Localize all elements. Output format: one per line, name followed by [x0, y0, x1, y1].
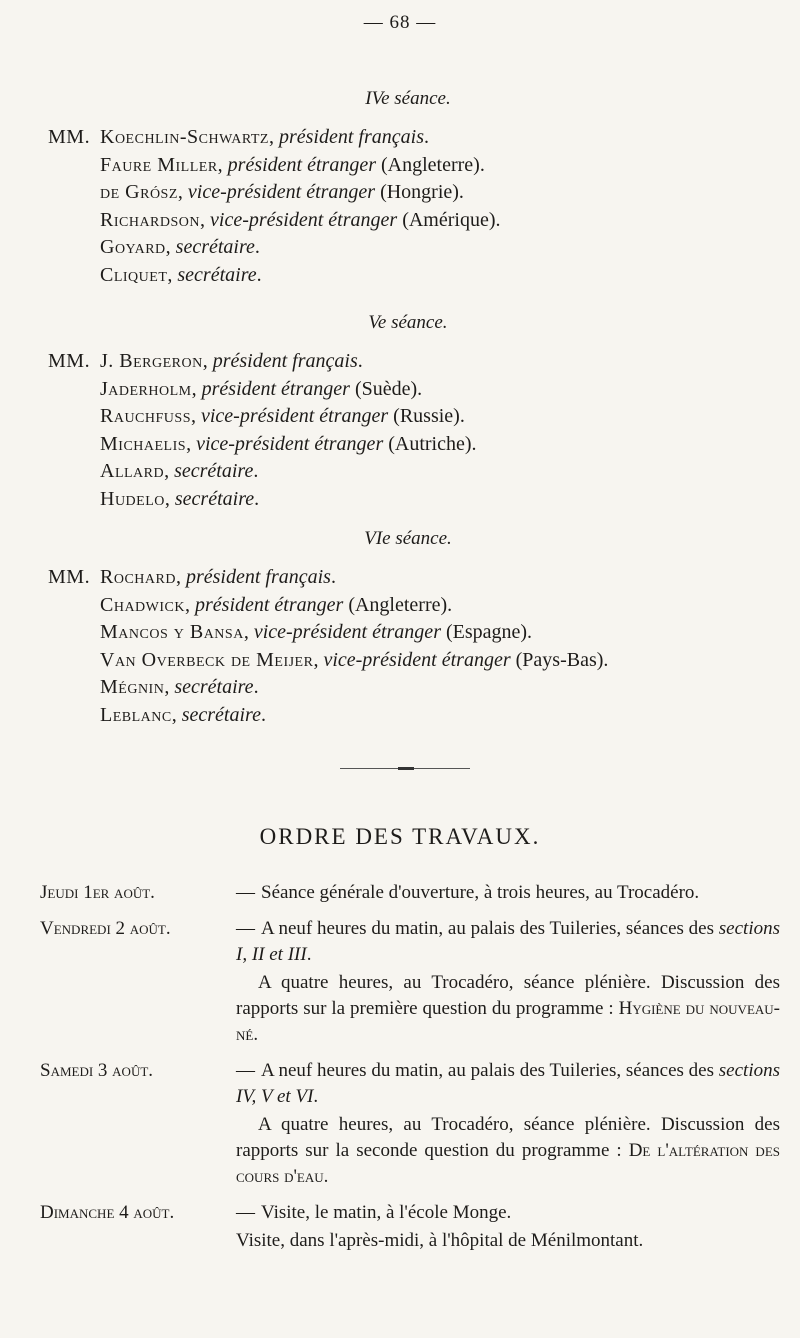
seance-v-members [48, 348, 768, 513]
member-row: Michaelis, vice-président étranger (Autriche). [100, 432, 477, 455]
member-row: Leblanc, secrétaire. [100, 703, 266, 726]
schedule-entry-samedi [40, 1058, 780, 1190]
schedule-day: Vendredi 2 août. [40, 918, 171, 939]
seance-iv-members [48, 124, 768, 289]
ordre-title: ORDRE DES TRAVAUX. [259, 824, 541, 849]
seance-vi-members [48, 564, 768, 729]
seance-vi-title: VIe séance. [364, 528, 452, 549]
seance-iv-title: IVe séance. [365, 88, 451, 109]
member-row: Mégnin, secrétaire. [100, 676, 259, 698]
schedule-desc: — A neuf heures du matin, au palais des Tuileries, séances des sections IV, V et VI. A quatre heures, au Trocadéro, séance plénière. Discussion des rapports sur la seconde question du programme : De l'altération des cours d'eau. [236, 1060, 780, 1187]
schedule [40, 880, 780, 1264]
mm-label: MM. [48, 350, 91, 372]
member-row: Mancos y Bansa, vice-président étranger (Espagne). [100, 621, 533, 643]
member-row: MM. Koechlin-Schwartz, président français. [48, 124, 768, 152]
member-row: Goyard, secrétaire. [100, 236, 260, 258]
section-divider-ornament [398, 767, 414, 770]
page-number: — 68 — [363, 12, 437, 33]
member-row: Hudelo, secrétaire. [100, 487, 260, 510]
seance-v-title: Ve séance. [368, 312, 448, 333]
member-row: Faure Miller, président étranger (Angleterre). [100, 153, 485, 176]
schedule-desc: — A neuf heures du matin, au palais des Tuileries, séances des sections I, II et III. A quatre heures, au Trocadéro, séance plénière. Discussion des rapports sur la première question du programme : Hygiène du nouveau-né. [236, 918, 780, 1045]
member-row: Jaderholm, président étranger (Suède). [100, 377, 423, 400]
seance-iv [48, 88, 768, 289]
seance-vi [48, 528, 768, 729]
member-row: Cliquet, secrétaire. [100, 263, 262, 286]
schedule-desc: — Visite, le matin, à l'école Monge. Visite, dans l'après-midi, à l'hôpital de Ménilmontant. [236, 1202, 644, 1251]
schedule-desc: — Séance générale d'ouverture, à trois heures, au Trocadéro. [236, 882, 700, 903]
seance-v [48, 312, 768, 513]
schedule-day: Jeudi 1er août. [40, 882, 155, 903]
member-row: de Grósz, vice-président étranger (Hongrie). [100, 181, 464, 203]
member-row: Van Overbeck de Meijer, vice-président étranger (Pays-Bas). [100, 648, 609, 671]
schedule-entry-jeudi [40, 880, 780, 906]
member-row: Chadwick, président étranger (Angleterre). [100, 593, 453, 616]
member-row: MM. J. Bergeron, président français. [48, 348, 768, 376]
mm-label: MM. [48, 566, 91, 588]
member-row: MM. Rochard, président français. [48, 564, 768, 592]
mm-label: MM. [48, 126, 91, 148]
member-row: Rauchfuss, vice-président étranger (Russie). [100, 405, 465, 427]
schedule-entry-vendredi [40, 916, 780, 1048]
member-row: Allard, secrétaire. [100, 460, 259, 482]
schedule-day: Samedi 3 août. [40, 1060, 154, 1081]
schedule-entry-dimanche [40, 1200, 780, 1254]
schedule-day: Dimanche 4 août. [40, 1202, 175, 1223]
member-row: Richardson, vice-président étranger (Amérique). [100, 208, 501, 231]
